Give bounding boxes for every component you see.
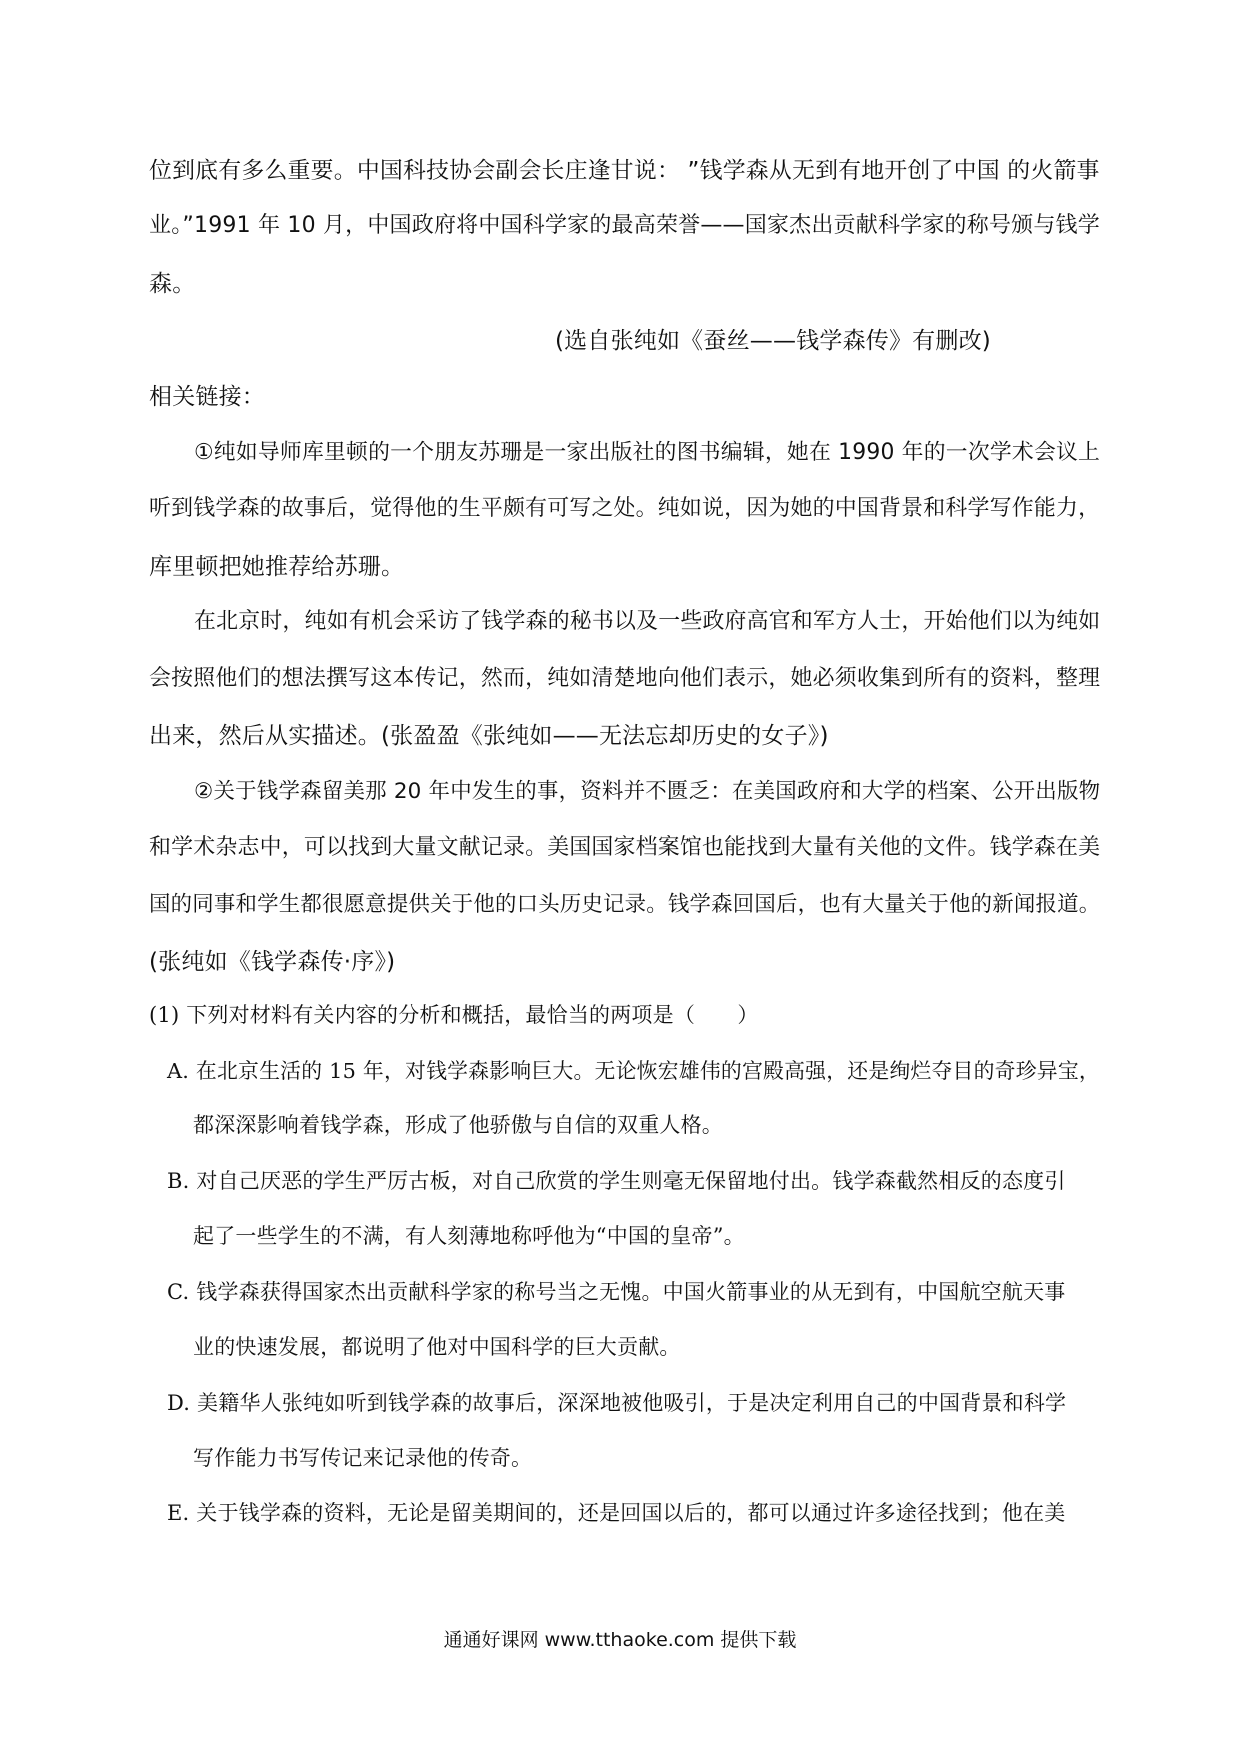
option-d-line2: 写作能力书写传记来记录他的传奇。	[193, 1446, 533, 1470]
option-b-line2: 起了一些学生的不满，有人刻薄地称呼他为“中国的皇帝”。	[193, 1224, 745, 1248]
option-b-line1: B. 对自己厌恶的学生严厉古板，对自己欣赏的学生则毫无保留地付出。钱学森截然相反的态度引	[167, 1169, 1066, 1193]
links-para3-line: 国的同事和学生都很愿意提供关于他的口头历史记录。钱学森回国后，也有大量关于他的新闻报道。	[149, 892, 1101, 917]
links-para1-line: 库里顿把她推荐给苏珊。	[149, 554, 405, 580]
passage-line: 业。”1991 年 10 月，中国政府将中国科学家的最高荣誉——国家杰出贡献科学家的称号颁与钱学	[149, 213, 1100, 238]
option-a-line1: A. 在北京生活的 15 年，对钱学森影响巨大。无论恢宏雄伟的宫殿高强，还是绚烂夺目的奇珍异宝，	[167, 1059, 1100, 1083]
option-a-line2: 都深深影响着钱学森，形成了他骄傲与自信的双重人格。	[193, 1113, 723, 1137]
links-para3-line: ②关于钱学森留美那 20 年中发生的事，资料并不匮乏：在美国政府和大学的档案、公开出版物	[194, 779, 1101, 804]
question-stem: (1) 下列对材料有关内容的分析和概括，最恰当的两项是（ ）	[149, 1003, 759, 1027]
links-para1-line: 听到钱学森的故事后，觉得他的生平颇有可写之处。纯如说，因为她的中国背景和科学写作能力，	[149, 496, 1101, 521]
passage-line: 森。	[149, 271, 196, 297]
passage-source: (选自张纯如《蚕丝——钱学森传》有删改)	[555, 328, 991, 354]
option-c-line2: 业的快速发展，都说明了他对中国科学的巨大贡献。	[193, 1335, 681, 1359]
option-d-line1: D. 美籍华人张纯如听到钱学森的故事后，深深地被他吸引，于是决定利用自己的中国背景和科学	[167, 1391, 1067, 1415]
option-c-line1: C. 钱学森获得国家杰出贡献科学家的称号当之无愧。中国火箭事业的从无到有，中国航空航天事	[167, 1280, 1066, 1304]
links-para3-line: (张纯如《钱学森传·序》)	[149, 949, 396, 975]
links-para3-line: 和学术杂志中，可以找到大量文献记录。美国国家档案馆也能找到大量有关他的文件。钱学森在美	[149, 835, 1101, 860]
links-para2-line: 会按照他们的想法撰写这本传记，然而，纯如清楚地向他们表示，她必须收集到所有的资料，整理	[149, 666, 1101, 691]
links-heading: 相关链接：	[149, 384, 265, 410]
links-para2-line: 出来，然后从实描述。(张盈盈《张纯如——无法忘却历史的女子》)	[149, 723, 829, 749]
page-footer: 通通好课网 www.tthaoke.com 提供下载	[443, 1629, 797, 1651]
passage-line: 位到底有多么重要。中国科技协会副会长庄逢甘说： ”钱学森从无到有地开创了中国 的火箭事	[149, 158, 1100, 184]
links-para1-line: ①纯如导师库里顿的一个朋友苏珊是一家出版社的图书编辑，她在 1990 年的一次学术会议上	[194, 440, 1101, 465]
links-para2-line: 在北京时，纯如有机会采访了钱学森的秘书以及一些政府高官和军方人士，开始他们以为纯如	[194, 609, 1101, 634]
option-e-line1: E. 关于钱学森的资料，无论是留美期间的，还是回国以后的，都可以通过许多途径找到；他在美	[167, 1501, 1066, 1525]
